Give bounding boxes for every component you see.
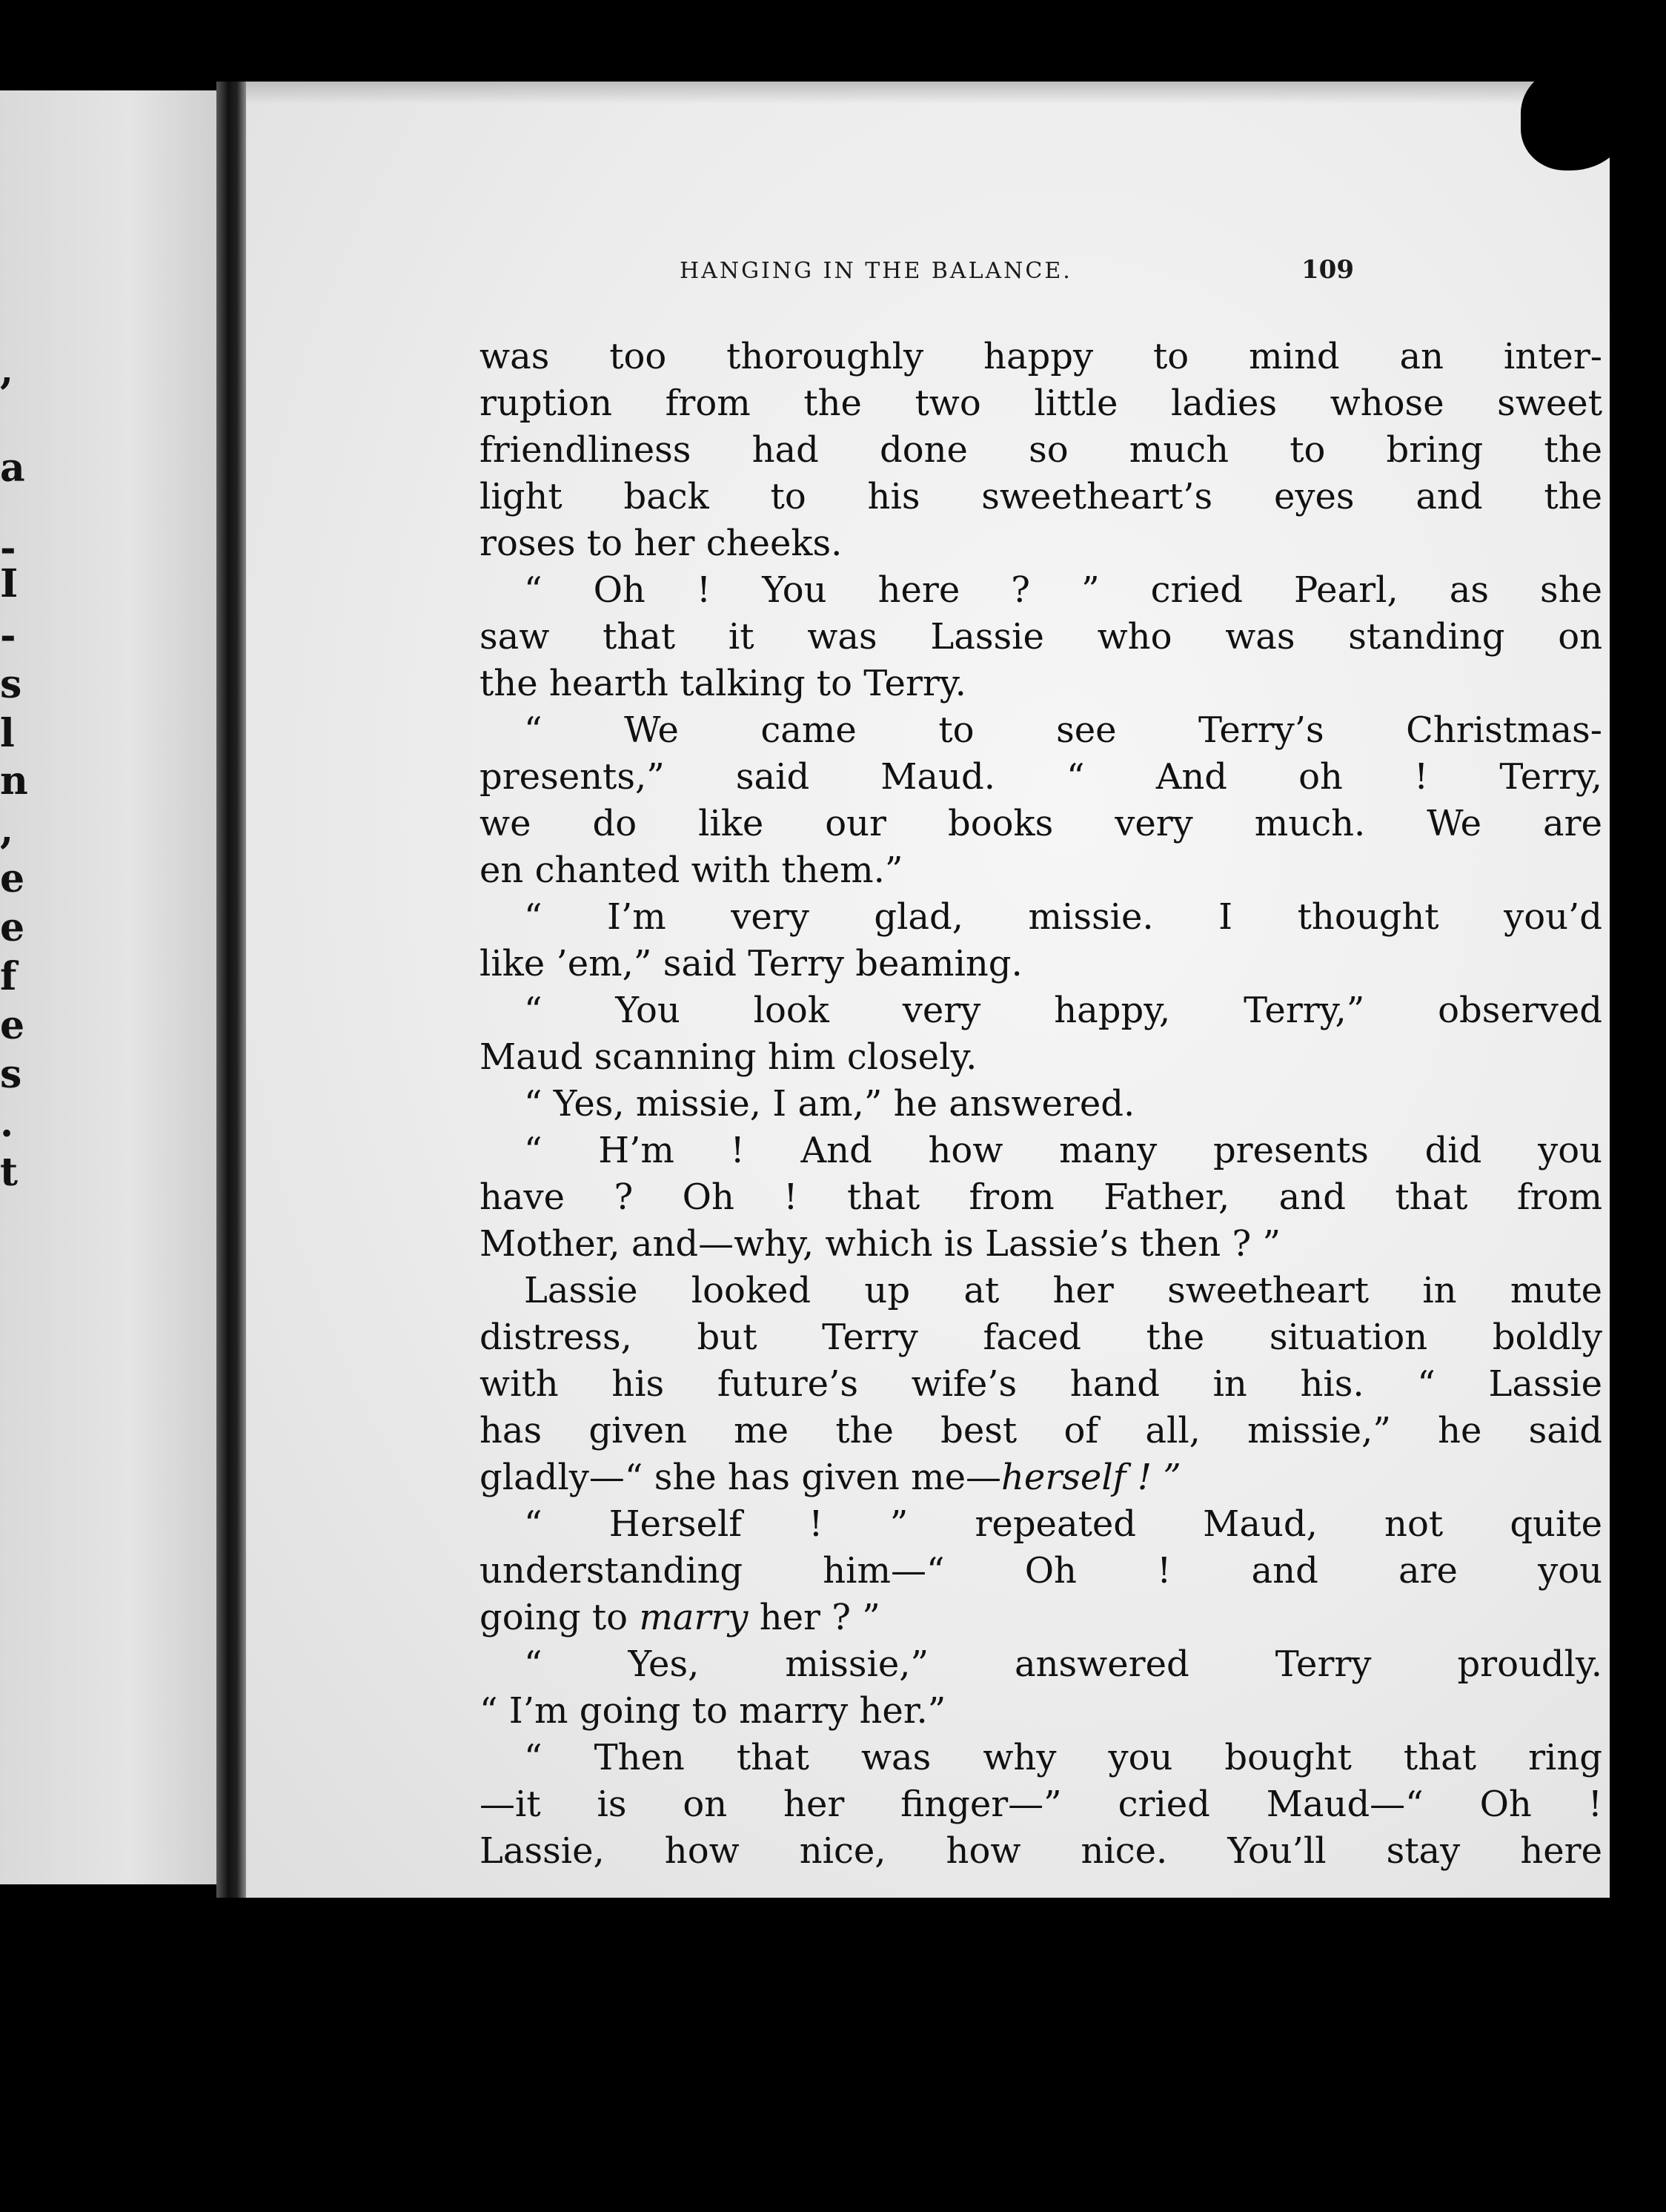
- text-line: roses to her cheeks.: [479, 523, 843, 564]
- text-line: “ You look very happy, Terry,” observed: [524, 990, 1602, 1031]
- previous-page-fragment: ,: [0, 807, 14, 852]
- previous-page-fragment: s: [0, 1052, 22, 1097]
- text-line: friendliness had done so much to bring the: [479, 429, 1602, 471]
- text-line: understanding him—“ Oh ! and are you: [479, 1550, 1602, 1592]
- running-head: [246, 255, 1610, 295]
- text-line: “ Yes, missie,” answered Terry proudly.: [524, 1643, 1602, 1685]
- text-line: have ? Oh ! that from Father, and that from: [479, 1176, 1602, 1218]
- text-line: light back to his sweetheart’s eyes and the: [479, 476, 1602, 517]
- text-line: with his future’s wife’s hand in his. “ Lassie: [479, 1363, 1602, 1405]
- text-line: was too thoroughly happy to mind an inter-: [479, 336, 1602, 377]
- text-line: the hearth talking to Terry.: [479, 663, 966, 704]
- previous-page-fragment: e: [0, 1003, 25, 1048]
- previous-page-fragment: -: [0, 526, 16, 571]
- emphasis-herself: herself ! ”: [1001, 1457, 1181, 1498]
- text-line-part: going to: [479, 1597, 640, 1638]
- text-line: —it is on her finger—” cried Maud—“ Oh !: [479, 1784, 1602, 1825]
- text-line: presents,” said Maud. “ And oh ! Terry,: [479, 756, 1602, 798]
- previous-page-fragment: a: [0, 446, 25, 491]
- previous-page-fragment: -: [0, 613, 16, 658]
- previous-page-fragment: I: [0, 561, 19, 606]
- text-line: ruption from the two little ladies whose sweet: [479, 383, 1602, 424]
- previous-page-fragment: e: [0, 905, 25, 950]
- previous-page-fragment: f: [0, 954, 17, 999]
- text-line: “ H’m ! And how many presents did you: [524, 1130, 1602, 1171]
- book-gutter: [216, 82, 246, 1898]
- page-number: 109: [1301, 255, 1354, 285]
- text-line: [479, 1454, 1602, 1501]
- book-page: [246, 82, 1610, 1898]
- torn-corner: [1521, 67, 1632, 170]
- previous-page-edge: [0, 90, 216, 1884]
- previous-page-fragment: t: [0, 1150, 19, 1195]
- text-line-part: gladly—“ she has given me—: [479, 1457, 1002, 1498]
- previous-page-fragment: n: [0, 758, 28, 804]
- text-line: Lassie looked up at her sweetheart in mute: [524, 1270, 1602, 1311]
- text-line: Maud scanning him closely.: [479, 1036, 978, 1078]
- text-line: “ We came to see Terry’s Christmas-: [524, 709, 1602, 751]
- text-line-part: her ? ”: [748, 1597, 880, 1638]
- previous-page-fragment: ,: [0, 348, 14, 393]
- text-line: “ Herself ! ” repeated Maud, not quite: [524, 1503, 1602, 1545]
- previous-page-fragment: e: [0, 856, 25, 901]
- text-line: en chanted with them.”: [479, 850, 903, 891]
- text-line: “ I’m very glad, missie. I thought you’d: [524, 896, 1602, 938]
- page-top-shadow: [246, 82, 1610, 104]
- text-line: distress, but Terry faced the situation boldly: [479, 1317, 1602, 1358]
- text-line: “ Oh ! You here ? ” cried Pearl, as she: [524, 569, 1602, 611]
- text-line: has given me the best of all, missie,” he said: [479, 1410, 1602, 1451]
- running-title: HANGING IN THE BALANCE.: [680, 258, 1072, 284]
- previous-page-fragment: l: [0, 711, 15, 756]
- body-text: [479, 334, 1602, 1875]
- text-line: we do like our books very much. We are: [479, 803, 1602, 844]
- text-line: saw that it was Lassie who was standing on: [479, 616, 1602, 658]
- previous-page-fragment: s: [0, 662, 22, 707]
- text-line: Mother, and—why, which is Lassie’s then ? ”: [479, 1223, 1281, 1265]
- text-line: like ’em,” said Terry beaming.: [479, 943, 1023, 984]
- text-line: “ Yes, missie, I am,” he answered.: [524, 1083, 1135, 1125]
- text-line: “ I’m going to marry her.”: [479, 1690, 946, 1732]
- text-line: [479, 1595, 1602, 1641]
- emphasis-marry: marry: [639, 1597, 749, 1638]
- text-line: “ Then that was why you bought that ring: [524, 1737, 1602, 1778]
- text-line: Lassie, how nice, how nice. You’ll stay here: [479, 1830, 1602, 1872]
- previous-page-fragment: .: [0, 1101, 14, 1146]
